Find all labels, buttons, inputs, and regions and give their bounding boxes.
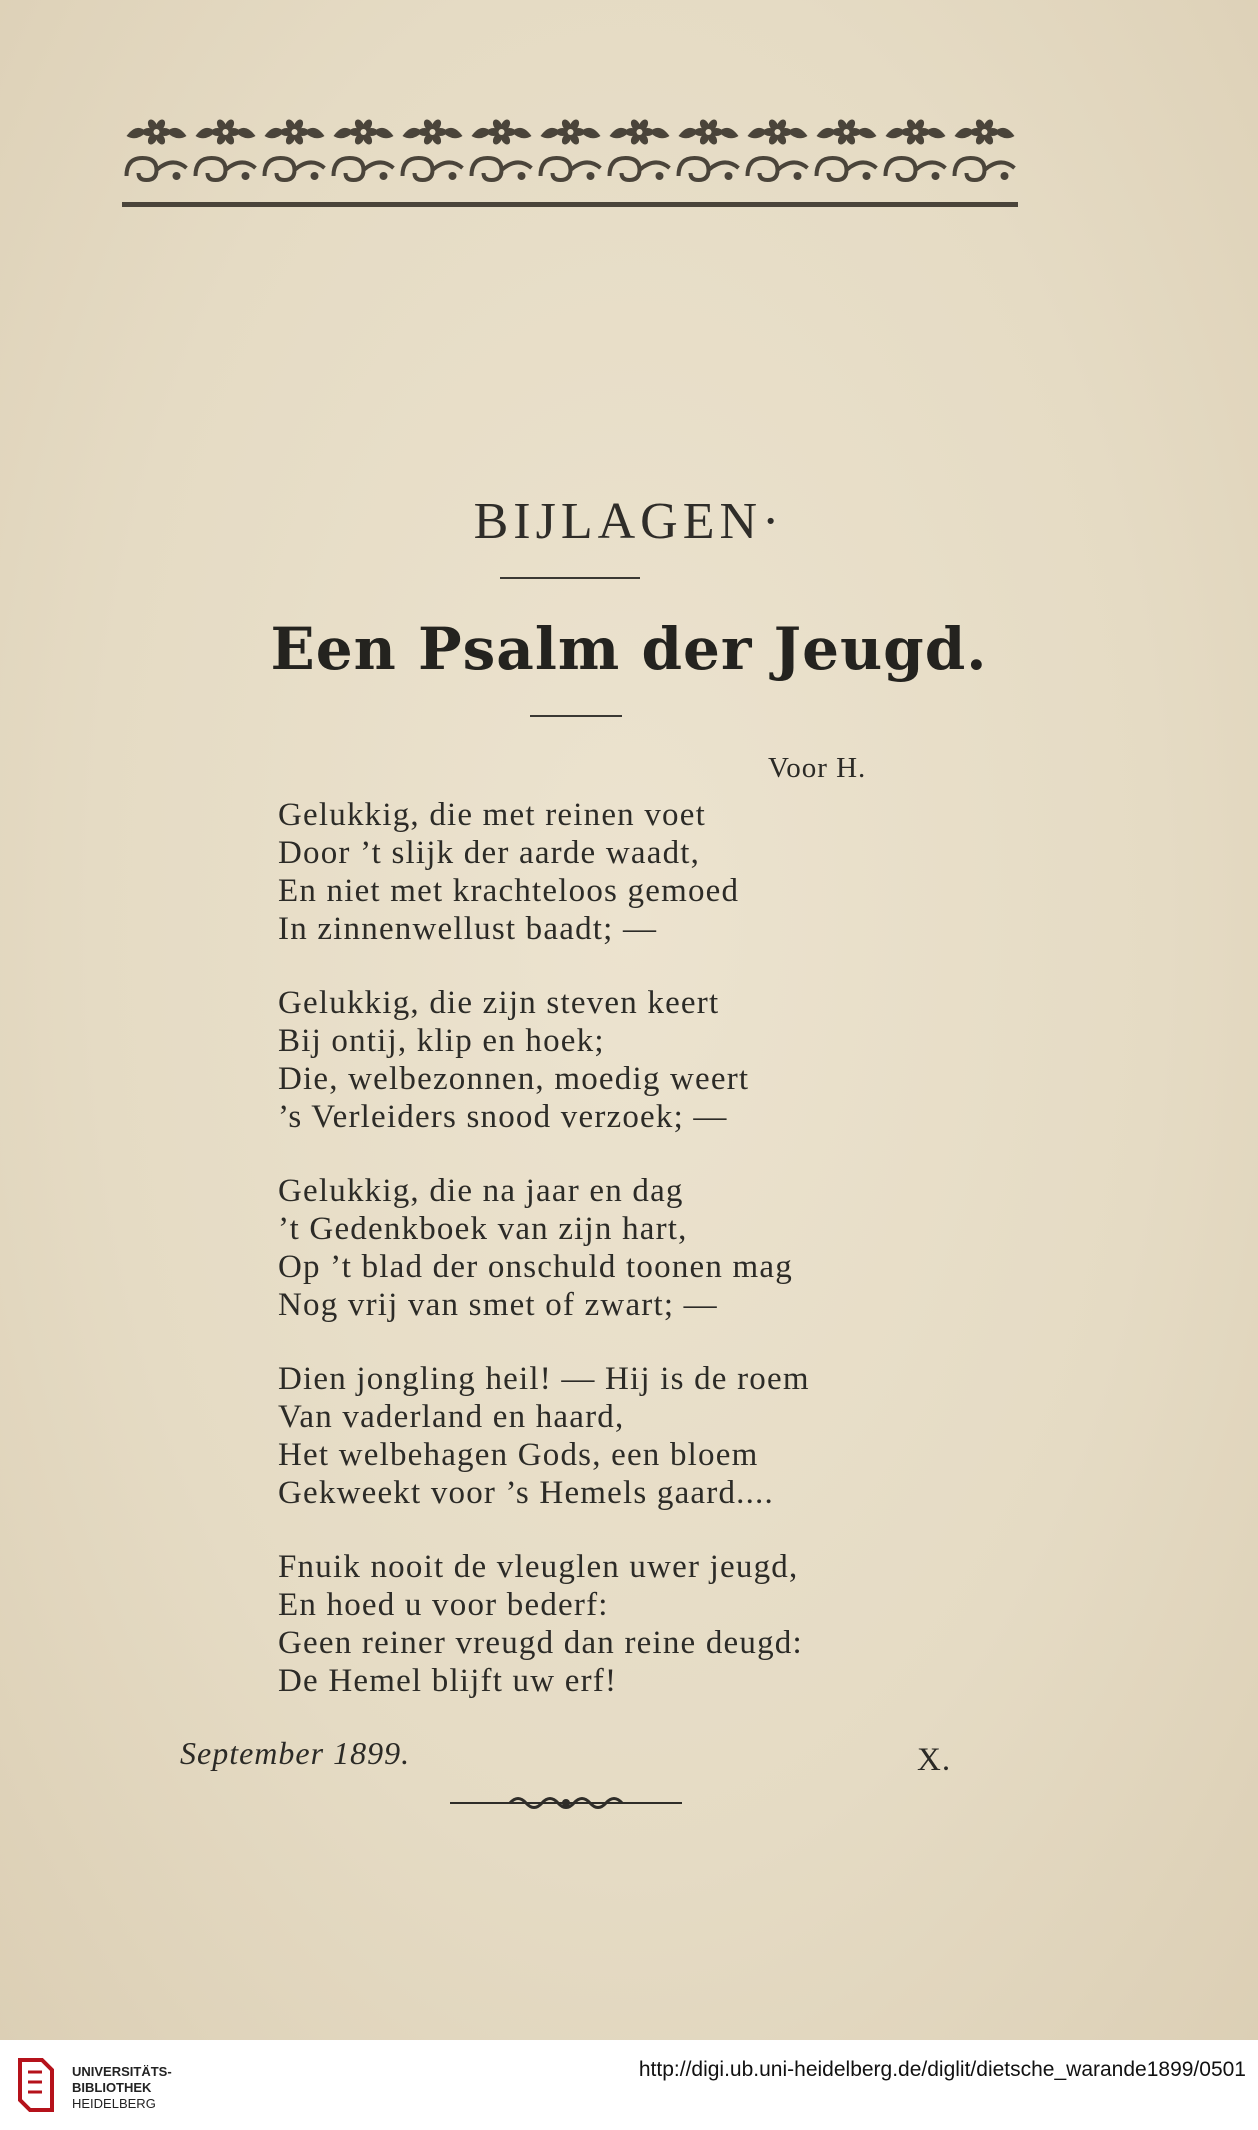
poem-line: En niet met krachteloos gemoed <box>278 873 740 909</box>
poem-line: In zinnenwellust baadt; — <box>278 911 658 947</box>
footer-bar <box>0 2040 1258 2130</box>
poem-line: Fnuik nooit de vleuglen uwer jeugd, <box>278 1549 799 1585</box>
section-heading: BIJLAGEN· <box>473 493 785 550</box>
poem-line: Gelukkig, die zijn steven keert <box>278 985 720 1021</box>
signature: X. <box>917 1742 952 1778</box>
poem-line: Dien jongling heil! — Hij is de roem <box>278 1361 810 1397</box>
floral-border-icon <box>122 106 1018 210</box>
poem-line: Gekweekt voor ’s Hemels gaard.... <box>278 1475 774 1511</box>
poem-line: De Hemel blijft uw erf! <box>278 1663 618 1699</box>
poem-line: Nog vrij van smet of zwart; — <box>278 1287 718 1323</box>
library-line: HEIDELBERG <box>72 2096 156 2111</box>
poem-line: Gelukkig, die met reinen voet <box>278 797 706 833</box>
poem-line: Die, welbezonnen, moedig weert <box>278 1061 750 1097</box>
stanza <box>278 1360 810 1512</box>
scroll-flourish-icon <box>450 1790 682 1816</box>
poem-body <box>278 796 810 1700</box>
stanza <box>278 796 810 948</box>
library-name[interactable] <box>72 2064 172 2112</box>
divider <box>500 577 640 579</box>
poem-line: ’t Gedenkboek van zijn hart, <box>278 1211 688 1247</box>
poem-line: Het welbehagen Gods, een bloem <box>278 1437 759 1473</box>
poem-line: Bij ontij, klip en hoek; <box>278 1023 605 1059</box>
poem-line: Op ’t blad der onschuld toonen mag <box>278 1249 793 1285</box>
stanza <box>278 1548 810 1700</box>
divider <box>530 715 622 717</box>
stanza <box>278 984 810 1136</box>
dedication: Voor H. <box>768 752 867 784</box>
poem-title: Een Psalm der Jeugd. <box>270 615 988 683</box>
source-url-link[interactable]: http://digi.ub.uni-heidelberg.de/diglit/dietsche_warande1899/0501 <box>638 2058 1246 2081</box>
university-library-logo-icon[interactable] <box>12 2052 62 2118</box>
poem-date: September 1899. <box>180 1735 411 1771</box>
poem-line: ’s Verleiders snood verzoek; — <box>278 1099 728 1135</box>
poem-line: Van vaderland en haard, <box>278 1399 625 1435</box>
library-line: BIBLIOTHEK <box>72 2080 152 2095</box>
library-line: UNIVERSITÄTS- <box>72 2064 172 2079</box>
stanza <box>278 1172 810 1324</box>
poem-line: Door ’t slijk der aarde waadt, <box>278 835 701 871</box>
poem-line: Geen reiner vreugd dan reine deugd: <box>278 1625 803 1661</box>
poem-line: Gelukkig, die na jaar en dag <box>278 1173 684 1209</box>
poem-line: En hoed u voor bederf: <box>278 1587 609 1623</box>
